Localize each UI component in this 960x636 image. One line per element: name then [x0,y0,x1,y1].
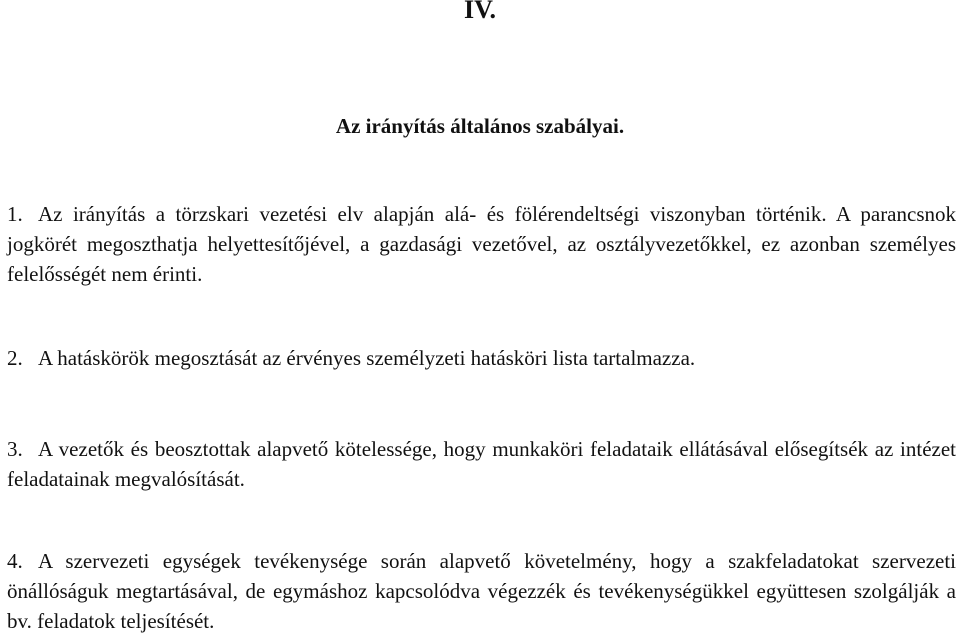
paragraph-text: Az irányítás a törzskari vezetési elv alapján alá- és fölérendeltségi viszonyban történik. A parancsnok jogkörét megoszthatja helyettesítőjével, a gazdasági vezetővel, az osztályvezetőkkel, ez azonban személyes felelősségét nem érinti. [7,202,956,286]
chapter-number: IV. [463,0,497,24]
paragraph-2 [7,343,956,373]
paragraph-number: 4. [7,549,23,573]
paragraph-text: A szervezeti egységek tevékenysége során alapvető követelmény, hogy a szakfeladatokat szervezeti önállóságuk megtartásával, de egymáshoz kapcsolódva végezzék és tevékenységükkel együttesen szolgálják a bv. feladatok teljesítését. [7,549,956,633]
section-title: Az irányítás általános szabályai. [335,114,625,138]
paragraph-1 [7,199,956,289]
paragraph-number: 3. [7,437,23,461]
paragraph-number: 2. [7,346,23,370]
paragraph-text: A vezetők és beosztottak alapvető kötelessége, hogy munkaköri feladataik ellátásával elősegítsék az intézet feladatainak megvalósítását. [7,437,956,491]
paragraph-number: 1. [7,202,23,226]
paragraph-text: A hatáskörök megosztását az érvényes személyzeti hatásköri lista tartalmazza. [38,346,696,370]
paragraph-3 [7,434,956,494]
paragraph-4 [7,546,956,636]
